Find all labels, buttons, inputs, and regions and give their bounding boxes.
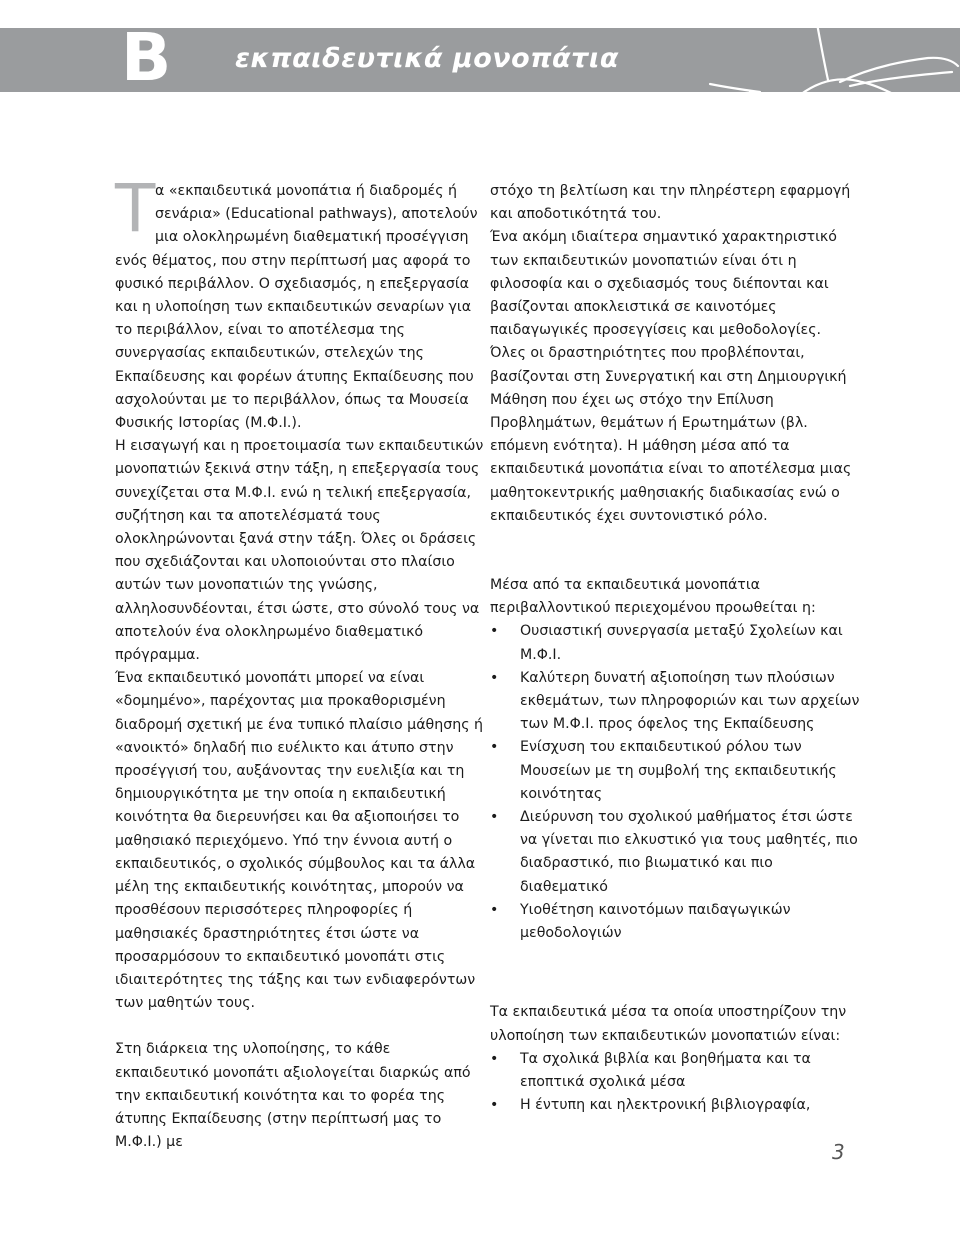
section-title: εκπαιδευτικά μονοπάτια	[235, 43, 619, 74]
section-letter: B	[121, 19, 172, 96]
crane-bird-icon	[690, 0, 960, 130]
right-paragraph-2: Ένα ακόμη ιδιαίτερα σημαντικό χαρακτηριστικό των εκπαιδευτικών μονοπατιών είναι ότι η φιλοσοφία και ο σχεδιασμός τους διέπονται και βασίζονται αποκλειστικά σε καινοτόμες παιδαγωγικές προσεγγίσεις και μεθοδολογίες. Όλες οι δραστηριότητες που προβλέπονται, βασίζονται στη Συνεργατική και στη Δημιουργική Μάθηση που έχει ως στόχο την Επίλυση Προβλημάτων, θεμάτων ή Ερωτημάτων (βλ. επόμενη ενότητα). Η μάθηση μέσα από τα εκπαιδευτικά μονοπάτια είναι το αποτέλεσμα μιας μαθητοκεντρικής μαθησιακής διαδικασίας ενώ ο εκπαιδευτικός έχει συντονιστικό ρόλο.	[490, 229, 852, 524]
list-item: • Η έντυπη και ηλεκτρονική βιβλιογραφία,	[490, 1097, 811, 1114]
list-item: • Υιοθέτηση καινοτόμων παιδαγωγικών μεθοδολογιών	[490, 901, 791, 942]
list2	[490, 1048, 860, 1118]
left-column	[115, 170, 487, 1154]
list-item: • Διεύρυνση του σχολικού μαθήματος έτσι ώστε να γίνεται πιο ελκυστικό για τους μαθητές, πιο διαδραστικό, πιο βιωματικό και πιο διαθεματικό	[490, 809, 858, 895]
right-paragraph-1: στόχο τη βελτίωση και την πληρέστερη εφαρμογή και αποδοτικότητά του.	[490, 183, 851, 223]
left-paragraph-3: Ένα εκπαιδευτικό μονοπάτι μπορεί να είναι «δομημένο», παρέχοντας μια προκαθορισμένη διαδρομή σχετική με ένα τυπικό πλαίσιο μάθησης ή «ανοικτό» δηλαδή πιο ευέλικτο και άτυπο στην προσέγγισή του, αυξάνοντας την ευελιξία και τη δημιουργικότητα με την οποία η εκπαιδευτική κοινότητα θα διερευνήσει και θα αξιοποιήσει το μαθησιακό περιεχόμενο. Υπό την έννοια αυτή ο εκπαιδευτικός, ο σχολικός σύμβουλος και τα άλλα μέλη της εκπαιδευτικής κοινότητας, μπορούν να προσθέσουν περισσότερες πληροφορίες ή μαθησιακές δραστηριότητες έτσι ώστε να προσαρμόσουν το εκπαιδευτικό μονοπάτι στις ιδιαιτερότητες της τάξης και των ενδιαφερόντων των μαθητών τους.	[115, 670, 484, 1012]
list1-intro: Μέσα από τα εκπαιδευτικά μονοπάτια περιβαλλοντικού περιεχομένου προωθείται η:	[490, 577, 816, 617]
right-column	[490, 180, 860, 1117]
list-item: • Ουσιαστική συνεργασία μεταξύ Σχολείων και Μ.Φ.Ι.	[490, 623, 843, 663]
list-item: • Ενίσχυση του εκπαιδευτικού ρόλου των Μουσείων με τη συμβολή της εκπαιδευτικής κοινότητας	[490, 739, 837, 802]
dropcap: Τ	[115, 170, 156, 247]
left-paragraph-4: Στη διάρκεια της υλοποίησης, το κάθε εκπαιδευτικό μονοπάτι αξιολογείται διαρκώς από την εκπαιδευτική κοινότητα και το φορέα της άτυπης Εκπαίδευσης (στην περίπτωσή μας το Μ.Φ.Ι.) με	[115, 1041, 471, 1151]
left-paragraph-2: Η εισαγωγή και η προετοιμασία των εκπαιδευτικών μονοπατιών ξεκινά στην τάξη, η επεξεργασία τους συνεχίζεται στα Μ.Φ.Ι. ενώ η τελική επεξεργασία, συζήτηση και τα αποτελέσματά τους ολοκληρώνονται ξανά στην τάξη. Όλες οι δράσεις που σχεδιάζονται και υλοποιούνται στο πλαίσιο αυτών των μονοπατιών της γνώσης, αλληλοσυνδέονται, έτσι ώστε, στο σύνολό τους να αποτελούν ένα ολοκληρωμένο διαθεματικό πρόγραμμα.	[115, 438, 484, 664]
left-paragraph-1: Τα «εκπαιδευτικά μονοπάτια ή διαδρομές ή σενάρια» (Educational pathways), αποτελούν μια ολοκληρωμένη διαθεματική προσέγγιση ενός θέματος, που στην περίπτωσή μας αφορά το φυσικό περιβάλλον. Ο σχεδιασμός, η επεξεργασία και η υλοποίηση των εκπαιδευτικών σεναρίων για το περιβάλλον, είναι το αποτέλεσμα της συνεργασίας εκπαιδευτικών, στελεχών της Εκπαίδευσης και φορέων άτυπης Εκπαίδευσης που ασχολούνται με το περιβάλλον, όπως τα Μουσεία Φυσικής Ιστορίας (Μ.Φ.Ι.).	[115, 170, 478, 432]
page-number: 3	[832, 1140, 845, 1164]
list-item: • Καλύτερη δυνατή αξιοποίηση των πλούσιων εκθεμάτων, των πληροφοριών και των αρχείων των Μ.Φ.Ι. προς όφελος της Εκπαίδευσης	[490, 669, 860, 733]
list1	[490, 620, 860, 945]
list2-intro: Τα εκπαιδευτικά μέσα τα οποία υποστηρίζουν την υλοποίηση των εκπαιδευτικών μονοπατιών είναι:	[490, 1004, 847, 1044]
list-item: • Τα σχολικά βιβλία και βοηθήματα και τα εποπτικά σχολικά μέσα	[490, 1050, 811, 1090]
